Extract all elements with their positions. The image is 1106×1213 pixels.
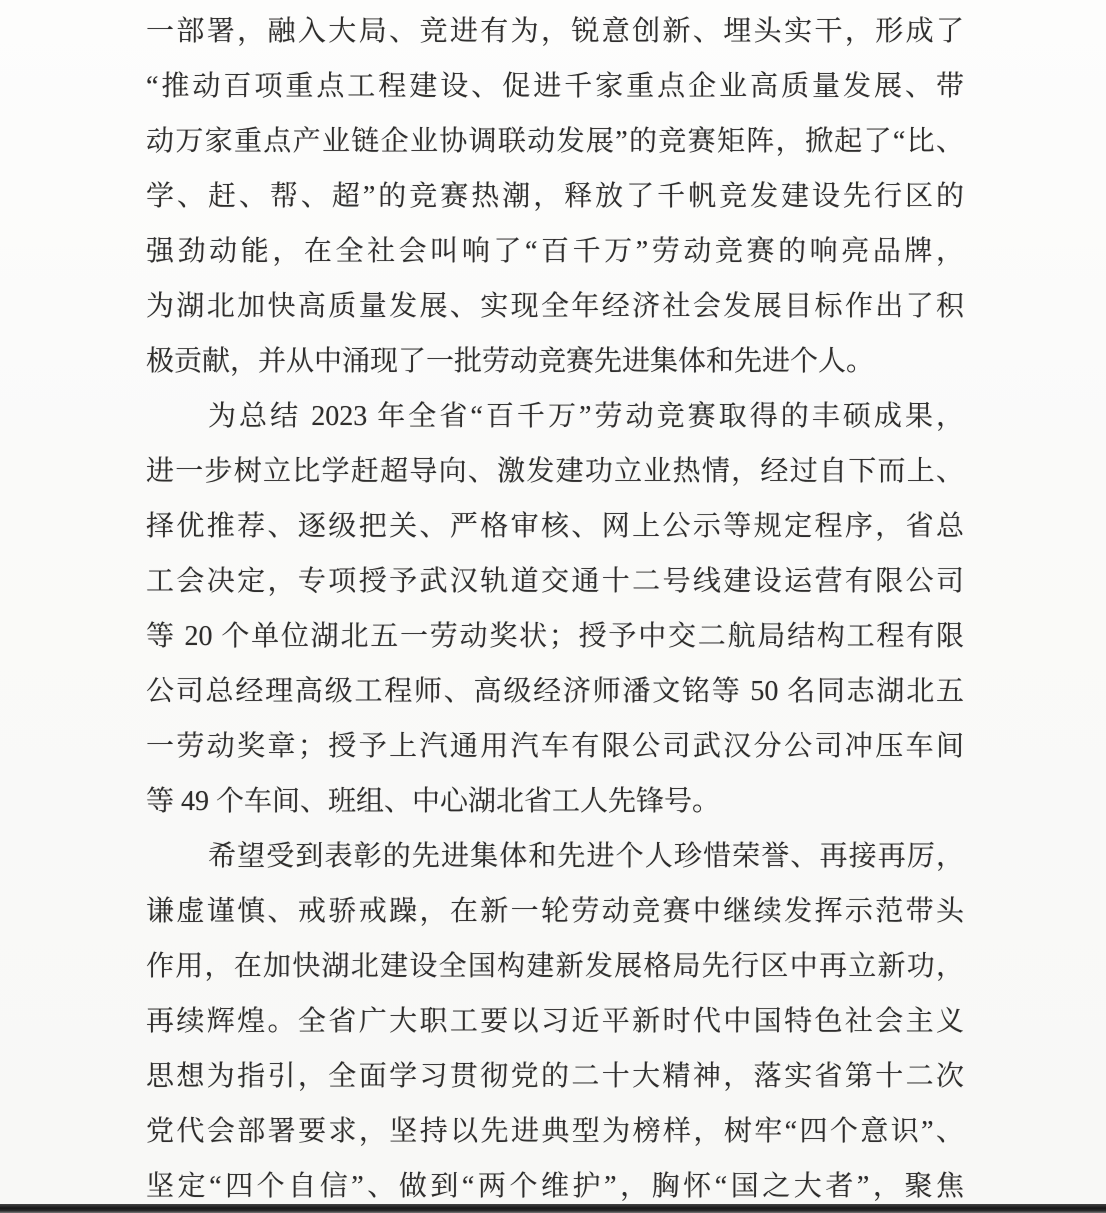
text-line: 党代会部署要求，坚持以先进典型为榜样，树牢“四个意识”、 [146, 1116, 964, 1147]
text-line: 一劳动奖章；授予上汽通用汽车有限公司武汉分公司冲压车间 [146, 731, 964, 762]
text-line: 公司总经理高级工程师、高级经济师潘文铭等 50 名同志湖北五 [146, 676, 964, 707]
text-line: 为湖北加快高质量发展、实现全年经济社会发展目标作出了积 [146, 291, 964, 322]
text-line-paragraph-start: 希望受到表彰的先进集体和先进个人珍惜荣誉、再接再厉， [208, 841, 964, 872]
text-line: “推动百项重点工程建设、促进千家重点企业高质量发展、带 [146, 71, 964, 102]
text-line: 一部署，融入大局、竞进有为，锐意创新、埋头实干，形成了 [146, 16, 964, 47]
text-line: 进一步树立比学赶超导向、激发建功立业热情，经过自下而上、 [146, 456, 964, 487]
text-line: 学、赶、帮、超”的竞赛热潮，释放了千帆竞发建设先行区的 [146, 181, 964, 212]
text-line: 坚定“四个自信”、做到“两个维护”，胸怀“国之大者”，聚焦 [146, 1171, 964, 1202]
text-line: 谦虚谨慎、戒骄戒躁，在新一轮劳动竞赛中继续发挥示范带头 [146, 896, 964, 927]
text-line: 工会决定，专项授予武汉轨道交通十二号线建设运营有限公司 [146, 566, 964, 597]
text-line-paragraph-end: 等 49 个车间、班组、中心湖北省工人先锋号。 [146, 786, 721, 817]
document-text [146, 4, 964, 1213]
text-line: 择优推荐、逐级把关、严格审核、网上公示等规定程序，省总 [146, 511, 964, 542]
text-line: 作用，在加快湖北建设全国构建新发展格局先行区中再立新功， [146, 951, 964, 982]
text-line: 强劲动能，在全社会叫响了“百千万”劳动竞赛的响亮品牌， [146, 236, 964, 267]
text-line-paragraph-end: 极贡献，并从中涌现了一批劳动竞赛先进集体和先进个人。 [146, 346, 875, 377]
text-line-paragraph-start: 为总结 2023 年全省“百千万”劳动竞赛取得的丰硕成果， [208, 401, 964, 432]
text-line: 思想为指引，全面学习贯彻党的二十大精神，落实省第十二次 [146, 1061, 964, 1092]
text-line: 再续辉煌。全省广大职工要以习近平新时代中国特色社会主义 [146, 1006, 964, 1037]
text-line: 动万家重点产业链企业协调联动发展”的竞赛矩阵，掀起了“比、 [146, 126, 964, 157]
text-line: 等 20 个单位湖北五一劳动奖状；授予中交二航局结构工程有限 [146, 621, 964, 652]
page-bottom-edge [0, 1204, 1106, 1213]
